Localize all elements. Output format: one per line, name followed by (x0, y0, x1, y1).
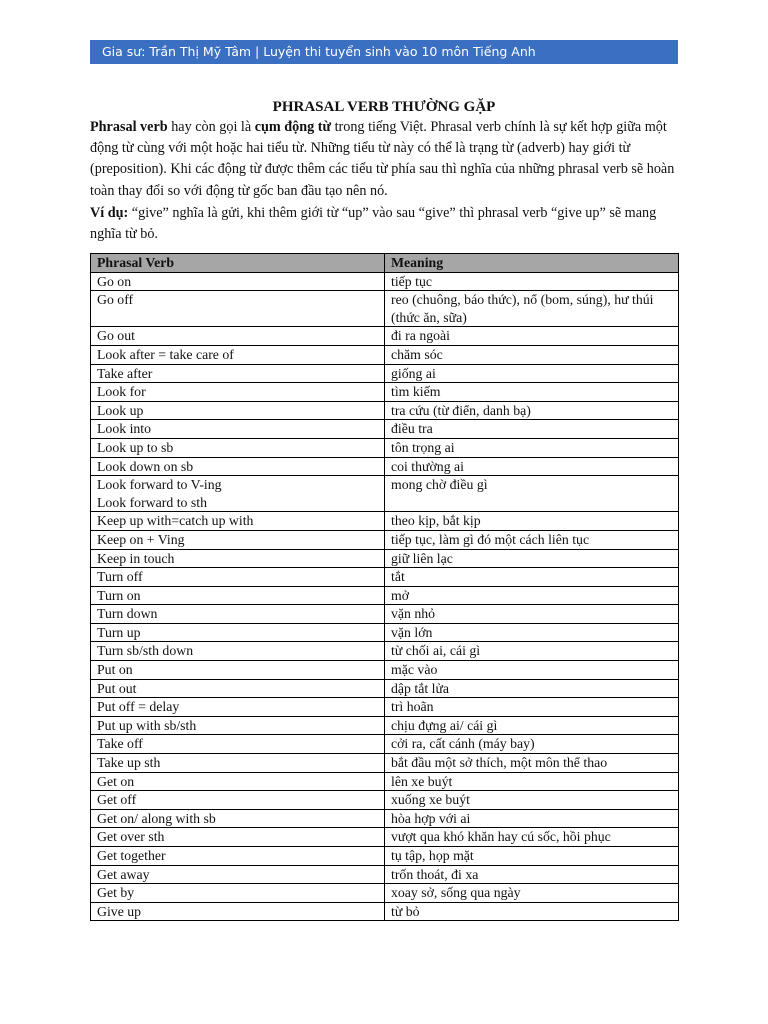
phrasal-verb-cell (91, 438, 385, 457)
phrasal-verb-text: Look up to sb (97, 439, 174, 455)
table-row (91, 791, 679, 810)
table-row (91, 420, 679, 439)
meaning-cell: vượt qua khó khăn hay cú sốc, hồi phục (385, 828, 679, 847)
phrasal-verb-cell (91, 364, 385, 383)
meaning-cell: từ bỏ (385, 902, 679, 921)
table-row (91, 661, 679, 680)
phrasal-verb-text: Get together (97, 848, 166, 863)
meaning-cell: chịu đựng ai/ cái gì (385, 716, 679, 735)
phrasal-verb-text: Turn down (97, 606, 158, 622)
meaning-cell: tiếp tục, làm gì đó một cách liên tục (385, 530, 679, 549)
phrasal-verb-cell (91, 345, 385, 364)
phrasal-verb-text: Look up (97, 402, 144, 418)
phrasal-verb-text: Turn up (97, 624, 141, 640)
phrasal-verb-text: Turn sb/sth down (97, 643, 194, 659)
table-body (91, 272, 679, 921)
table-row (91, 364, 679, 383)
meaning-cell: bắt đầu một sở thích, một môn thể thao (385, 754, 679, 773)
example-text: “give” nghĩa là gửi, khi thêm giới từ “up” vào sau “give” thì phrasal verb “give up” sẽ mang nghĩa từ bỏ. (90, 205, 657, 242)
table-row (91, 530, 679, 549)
phrasal-verb-cell (91, 809, 385, 828)
meaning-cell: giống ai (385, 364, 679, 383)
phrasal-verb-cell (91, 791, 385, 810)
table-row (91, 735, 679, 754)
phrasal-verb-cell (91, 272, 385, 291)
table-row (91, 865, 679, 884)
phrasal-verb-cell (91, 698, 385, 717)
phrasal-verb-text: Go off (97, 292, 134, 308)
phrasal-verb-text: Give up (97, 903, 142, 919)
meaning-cell: tra cứu (từ điển, danh bạ) (385, 401, 679, 420)
phrasal-verb-text-2: Look forward to sth (97, 494, 207, 510)
phrasal-verb-cell (91, 754, 385, 773)
header-phrasal-verb: Phrasal Verb (91, 254, 385, 273)
table-row (91, 809, 679, 828)
phrasal-verb-text: Turn on (97, 587, 141, 603)
phrasal-verb-text: Put out (97, 680, 137, 696)
phrasal-verb-text: Turn off (97, 569, 143, 585)
meaning-cell: tụ tập, họp mặt (385, 847, 679, 866)
phrasal-verb-cell (91, 605, 385, 624)
table-row (91, 438, 679, 457)
meaning-cell: điều tra (385, 420, 679, 439)
meaning-cell: chăm sóc (385, 345, 679, 364)
intro-term: Phrasal verb (90, 119, 168, 135)
table-row (91, 716, 679, 735)
phrasal-verb-text: Take after (97, 365, 153, 381)
table-row (91, 698, 679, 717)
table-row (91, 642, 679, 661)
example-paragraph (90, 203, 680, 245)
phrasal-verb-text: Go on (97, 273, 132, 289)
phrasal-verb-text: Get on (97, 773, 135, 789)
table-row (91, 605, 679, 624)
phrasal-verb-cell (91, 847, 385, 866)
phrasal-verb-cell (91, 568, 385, 587)
meaning-cell: mở (385, 586, 679, 605)
phrasal-verb-text: Look after = take care of (97, 346, 234, 362)
meaning-cell: giữ liên lạc (385, 549, 679, 568)
table-row (91, 902, 679, 921)
phrasal-verb-text: Get on/ along with sb (97, 810, 216, 826)
meaning-cell: tìm kiếm (385, 383, 679, 402)
meaning-cell: tôn trọng ai (385, 438, 679, 457)
table-row (91, 623, 679, 642)
phrasal-verb-text: Keep on + Ving (97, 531, 185, 547)
phrasal-verb-text: Take off (97, 736, 143, 752)
table-row (91, 327, 679, 346)
header-banner: Gia sư: Trần Thị Mỹ Tâm | Luyện thi tuyển sinh vào 10 môn Tiếng Anh (90, 40, 678, 64)
phrasal-verb-text: Go out (97, 328, 135, 344)
phrasal-verb-text: Take up sth (97, 755, 161, 771)
table-row (91, 549, 679, 568)
phrasal-verb-cell (91, 401, 385, 420)
table-row (91, 512, 679, 531)
table-row (91, 345, 679, 364)
table-row (91, 568, 679, 587)
table-row (91, 457, 679, 476)
phrasal-verb-cell (91, 549, 385, 568)
phrasal-verb-cell (91, 512, 385, 531)
table-row (91, 272, 679, 291)
phrasal-verb-text: Keep up with=catch up with (97, 513, 254, 529)
phrasal-verb-cell (91, 291, 385, 327)
table-row (91, 476, 679, 512)
table-row (91, 586, 679, 605)
meaning-cell: trì hoãn (385, 698, 679, 717)
phrasal-verb-cell (91, 865, 385, 884)
phrasal-verb-cell (91, 586, 385, 605)
meaning-cell: xuống xe buýt (385, 791, 679, 810)
phrasal-verb-text: Get away (97, 866, 150, 882)
meaning-cell: mong chờ điều gì (385, 476, 679, 512)
phrasal-verb-text: Put off = delay (97, 699, 180, 715)
meaning-cell: coi thường ai (385, 457, 679, 476)
meaning-cell: cởi ra, cất cánh (máy bay) (385, 735, 679, 754)
meaning-cell: vặn lớn (385, 623, 679, 642)
phrasal-verb-text: Get off (97, 792, 137, 808)
table-row (91, 772, 679, 791)
meaning-cell: lên xe buýt (385, 772, 679, 791)
meaning-cell: tiếp tục (385, 272, 679, 291)
meaning-cell: mặc vào (385, 661, 679, 680)
phrasal-verb-text: Put on (97, 662, 133, 678)
table-row (91, 401, 679, 420)
meaning-cell: vặn nhỏ (385, 605, 679, 624)
intro-term-vi: cụm động từ (254, 119, 332, 135)
phrasal-verb-cell (91, 716, 385, 735)
meaning-cell: trốn thoát, đi xa (385, 865, 679, 884)
header-meaning: Meaning (385, 254, 679, 273)
page-title: PHRASAL VERB THƯỜNG GẶP (272, 99, 496, 115)
phrasal-verb-cell (91, 902, 385, 921)
phrasal-verb-cell (91, 642, 385, 661)
phrasal-verb-cell (91, 679, 385, 698)
phrasal-verb-cell (91, 457, 385, 476)
intro-paragraph (90, 117, 680, 202)
table-header-row (91, 254, 679, 273)
intro-text-2: trong tiếng Việt. Phrasal verb chính là sự kết hợp giữa một động từ cùng với một hoặc hai tiểu từ. Những tiểu từ này có thể là trạng từ (adverb) hay giới từ (preposition). Khi các động từ được thêm các tiểu từ phía sau thì nghĩa của những phrasal verb sẽ hoàn toàn thay đổi so với động từ gốc ban đầu tạo nên nó. (90, 119, 675, 199)
table-row (91, 679, 679, 698)
phrasal-verb-text: Look into (97, 421, 152, 437)
phrasal-verb-text: Put up with sb/sth (97, 717, 197, 733)
phrasal-verb-cell (91, 383, 385, 402)
phrasal-verb-text: Look forward to V-ing (97, 477, 222, 493)
phrasal-verb-cell (91, 735, 385, 754)
meaning-cell: từ chối ai, cái gì (385, 642, 679, 661)
phrasal-verb-cell (91, 623, 385, 642)
meaning-cell: xoay sở, sống qua ngày (385, 884, 679, 903)
phrasal-verb-cell (91, 884, 385, 903)
phrasal-verb-cell (91, 828, 385, 847)
phrasal-verb-text: Keep in touch (97, 550, 175, 566)
phrasal-verb-cell (91, 327, 385, 346)
meaning-cell: tắt (385, 568, 679, 587)
table-row (91, 383, 679, 402)
meaning-cell: theo kịp, bắt kịp (385, 512, 679, 531)
meaning-cell: reo (chuông, báo thức), nổ (bom, súng), hư thúi (thức ăn, sữa) (385, 291, 679, 327)
example-label: Ví dụ: (90, 205, 129, 221)
table-row (91, 754, 679, 773)
intro-text-1: hay còn gọi là (167, 119, 255, 135)
table-row (91, 291, 679, 327)
table-row (91, 847, 679, 866)
phrasal-verb-text: Get by (97, 885, 135, 901)
meaning-cell: dập tắt lửa (385, 679, 679, 698)
table-row (91, 828, 679, 847)
phrasal-verb-cell (91, 476, 385, 512)
meaning-cell: đi ra ngoài (385, 327, 679, 346)
meaning-cell: hòa hợp với ai (385, 809, 679, 828)
phrasal-verb-cell (91, 661, 385, 680)
phrasal-verb-text: Look down on sb (97, 458, 194, 474)
phrasal-verb-cell (91, 420, 385, 439)
phrasal-verb-table (90, 253, 679, 921)
phrasal-verb-text: Get over sth (97, 829, 165, 845)
phrasal-verb-cell (91, 772, 385, 791)
phrasal-verb-text: Look for (97, 384, 146, 400)
table-row (91, 884, 679, 903)
phrasal-verb-cell (91, 530, 385, 549)
